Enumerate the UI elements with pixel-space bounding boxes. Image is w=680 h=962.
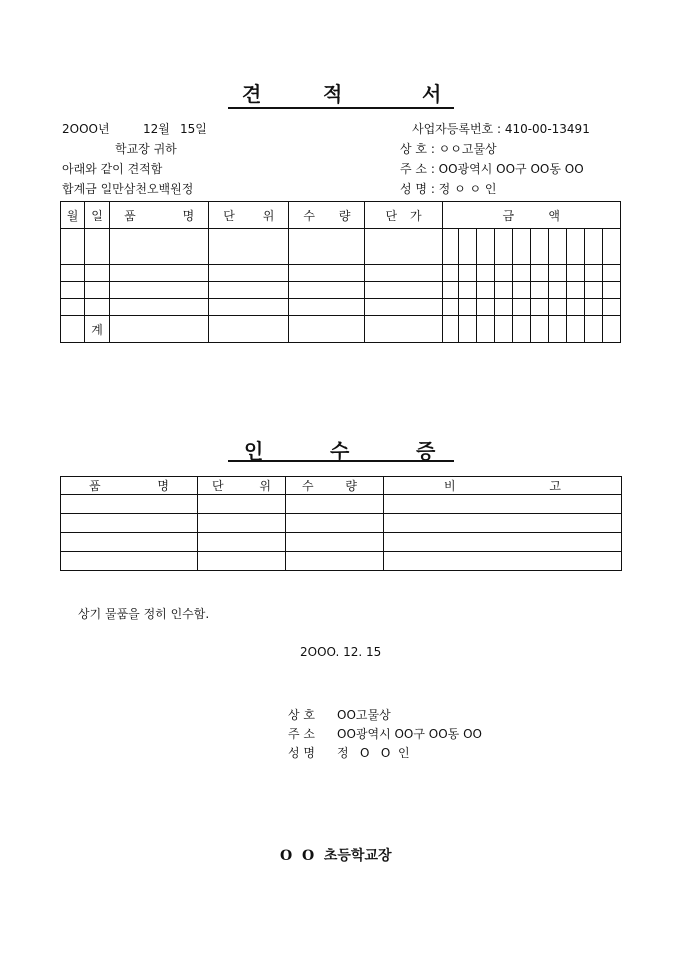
header-quantity-char-1: 수 bbox=[303, 208, 315, 223]
table-row bbox=[61, 265, 621, 282]
total-row bbox=[61, 316, 621, 343]
estimate-title-underline bbox=[228, 107, 454, 109]
estimate-date-year: 2OOO년 bbox=[62, 122, 110, 136]
receipt-statement: 상기 물품을 정히 인수함. bbox=[78, 607, 210, 621]
receipt-header-remarks-char-2: 고 bbox=[549, 479, 561, 493]
receipt-header-unit-char-2: 위 bbox=[259, 479, 271, 493]
receipt-date: 2OOO. 12. 15 bbox=[300, 645, 382, 659]
table-row bbox=[61, 282, 621, 299]
estimate-total: 합계금 일만삼천오백원정 bbox=[62, 182, 194, 196]
supplier-name: 성 명 : 정 ㅇ ㅇ 인 bbox=[400, 182, 497, 196]
header-amount-char-1: 금 bbox=[502, 208, 515, 223]
estimate-statement: 아래와 같이 견적함 bbox=[62, 162, 163, 176]
header-item bbox=[110, 202, 209, 229]
estimate-date-month: 12월 bbox=[143, 122, 170, 136]
estimate-table bbox=[60, 201, 621, 343]
receipt-title-underline bbox=[228, 460, 454, 462]
header-unit bbox=[209, 202, 289, 229]
header-item-char-2: 명 bbox=[182, 208, 195, 223]
receipt-header-item bbox=[61, 477, 198, 495]
header-day: 일 bbox=[85, 202, 110, 229]
estimate-title-char-2: 적 bbox=[323, 82, 343, 106]
header-price-char-2: 가 bbox=[409, 208, 422, 223]
receipt-header-quantity-char-2: 량 bbox=[345, 479, 357, 493]
school-principal-signature: O O 초등학교장 bbox=[280, 848, 392, 864]
header-amount bbox=[442, 202, 620, 229]
receipt-header-item-char-2: 명 bbox=[157, 479, 169, 493]
receipt-company-label: 상 호 bbox=[288, 708, 315, 722]
table-row bbox=[61, 229, 621, 265]
estimate-date-day: 15일 bbox=[180, 122, 207, 136]
receipt-address-label: 주 소 bbox=[288, 727, 315, 741]
receipt-header-item-char-1: 품 bbox=[89, 479, 101, 493]
table-row bbox=[61, 533, 622, 552]
receipt-header-row bbox=[61, 477, 622, 495]
estimate-recipient: 학교장 귀하 bbox=[115, 142, 177, 156]
estimate-title-char-3: 서 bbox=[422, 82, 442, 106]
header-amount-char-2: 액 bbox=[548, 208, 560, 223]
receipt-header-quantity-char-1: 수 bbox=[302, 479, 314, 493]
receipt-table bbox=[60, 476, 622, 571]
receipt-name-value: 정 O O 인 bbox=[337, 746, 410, 760]
table-row bbox=[61, 514, 622, 533]
header-price bbox=[365, 202, 442, 229]
receipt-name-label: 성 명 bbox=[288, 746, 315, 760]
table-row bbox=[61, 299, 621, 316]
receipt-title-char-3: 증 bbox=[416, 439, 436, 463]
header-quantity bbox=[289, 202, 365, 229]
receipt-address-value: OO광역시 OO구 OO동 OO bbox=[337, 727, 482, 741]
receipt-header-remarks bbox=[384, 477, 622, 495]
estimate-header-row bbox=[61, 202, 621, 229]
header-price-char-1: 단 bbox=[385, 208, 398, 223]
header-item-char-1: 품 bbox=[124, 208, 136, 223]
supplier-address: 주 소 : OO광역시 OO구 OO동 OO bbox=[400, 162, 584, 176]
business-reg-number: 사업자등록번호 : 410-00-13491 bbox=[412, 122, 590, 136]
supplier-company: 상 호 : ㅇㅇ고물상 bbox=[400, 142, 497, 156]
receipt-header-unit bbox=[198, 477, 286, 495]
table-row bbox=[61, 495, 622, 514]
header-unit-char-1: 단 bbox=[223, 208, 235, 223]
receipt-title-char-2: 수 bbox=[330, 439, 350, 463]
receipt-title-char-1: 인 bbox=[244, 439, 264, 463]
receipt-header-quantity bbox=[286, 477, 384, 495]
total-row-label: 계 bbox=[85, 316, 110, 343]
header-quantity-char-2: 량 bbox=[338, 208, 351, 223]
header-unit-char-2: 위 bbox=[262, 208, 275, 223]
estimate-title-char-1: 견 bbox=[242, 82, 262, 106]
table-row bbox=[61, 552, 622, 571]
receipt-company-value: OO고물상 bbox=[337, 708, 391, 722]
header-month: 월 bbox=[61, 202, 85, 229]
receipt-header-unit-char-1: 단 bbox=[212, 479, 224, 493]
receipt-header-remarks-char-1: 비 bbox=[444, 479, 456, 493]
